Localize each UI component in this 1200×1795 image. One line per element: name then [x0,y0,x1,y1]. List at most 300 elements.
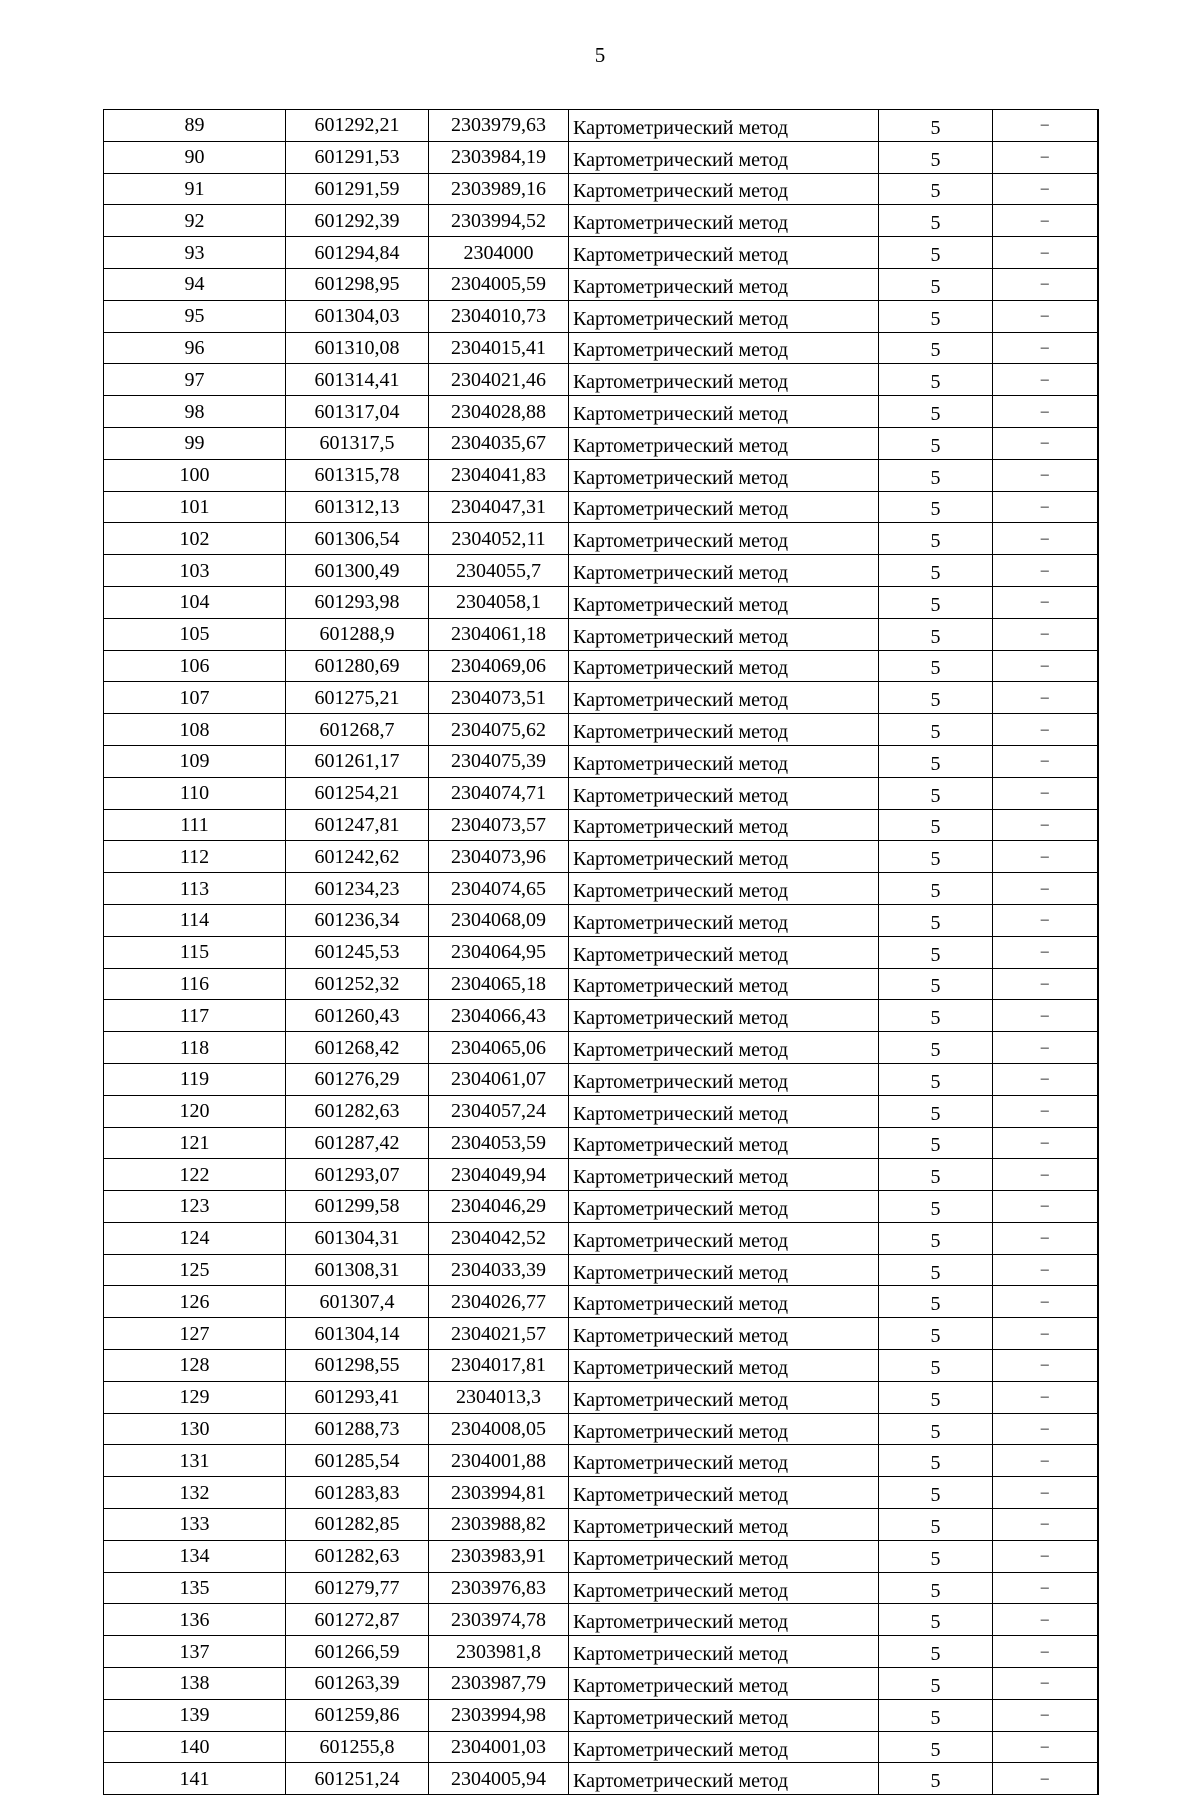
dash-cell: – [993,1095,1098,1127]
accuracy-cell: 5 [879,141,993,173]
method-cell: Картометрический метод [569,1509,879,1541]
point-number-cell: 102 [104,523,286,555]
method-cell: Картометрический метод [569,1191,879,1223]
method-cell: Картометрический метод [569,1286,879,1318]
x-coordinate-cell: 601276,29 [286,1063,429,1095]
accuracy-cell: 5 [879,1000,993,1032]
x-coordinate-cell: 601279,77 [286,1572,429,1604]
y-coordinate-cell: 2304033,39 [429,1254,569,1286]
dash-cell: – [993,1604,1098,1636]
point-number-cell: 139 [104,1699,286,1731]
method-cell: Картометрический метод [569,968,879,1000]
x-coordinate-cell: 601307,4 [286,1286,429,1318]
dash-cell: – [993,1318,1098,1350]
y-coordinate-cell: 2304065,18 [429,968,569,1000]
table-row [104,1763,1098,1795]
x-coordinate-cell: 601283,83 [286,1477,429,1509]
x-coordinate-cell: 601294,84 [286,237,429,269]
accuracy-cell: 5 [879,1636,993,1668]
accuracy-cell: 5 [879,618,993,650]
method-cell: Картометрический метод [569,396,879,428]
x-coordinate-cell: 601293,07 [286,1159,429,1191]
dash-cell: – [993,809,1098,841]
x-coordinate-cell: 601247,81 [286,809,429,841]
table-row [104,1191,1098,1223]
accuracy-cell: 5 [879,1509,993,1541]
accuracy-cell: 5 [879,650,993,682]
dash-cell: – [993,523,1098,555]
dash-cell: – [993,841,1098,873]
method-cell: Картометрический метод [569,904,879,936]
accuracy-cell: 5 [879,555,993,587]
method-cell: Картометрический метод [569,1572,879,1604]
accuracy-cell: 5 [879,332,993,364]
y-coordinate-cell: 2304005,59 [429,268,569,300]
x-coordinate-cell: 601254,21 [286,777,429,809]
y-coordinate-cell: 2303981,8 [429,1636,569,1668]
point-number-cell: 137 [104,1636,286,1668]
table-row [104,205,1098,237]
point-number-cell: 98 [104,396,286,428]
y-coordinate-cell: 2304035,67 [429,427,569,459]
y-coordinate-cell: 2304074,65 [429,873,569,905]
dash-cell: – [993,1636,1098,1668]
y-coordinate-cell: 2304074,71 [429,777,569,809]
accuracy-cell: 5 [879,968,993,1000]
method-cell: Картометрический метод [569,237,879,269]
method-cell: Картометрический метод [569,1381,879,1413]
method-cell: Картометрический метод [569,936,879,968]
accuracy-cell: 5 [879,1095,993,1127]
accuracy-cell: 5 [879,173,993,205]
dash-cell: – [993,268,1098,300]
x-coordinate-cell: 601251,24 [286,1763,429,1795]
method-cell: Картометрический метод [569,523,879,555]
table-row [104,268,1098,300]
table-row [104,586,1098,618]
x-coordinate-cell: 601298,55 [286,1350,429,1382]
accuracy-cell: 5 [879,1540,993,1572]
table-row [104,1572,1098,1604]
method-cell: Картометрический метод [569,682,879,714]
point-number-cell: 133 [104,1509,286,1541]
point-number-cell: 132 [104,1477,286,1509]
table-row [104,1318,1098,1350]
table-row [104,491,1098,523]
y-coordinate-cell: 2303989,16 [429,173,569,205]
point-number-cell: 130 [104,1413,286,1445]
table-row [104,1604,1098,1636]
method-cell: Картометрический метод [569,300,879,332]
method-cell: Картометрический метод [569,745,879,777]
dash-cell: – [993,173,1098,205]
y-coordinate-cell: 2304000 [429,237,569,269]
y-coordinate-cell: 2304058,1 [429,586,569,618]
table-row [104,618,1098,650]
method-cell: Картометрический метод [569,1477,879,1509]
y-coordinate-cell: 2303979,63 [429,110,569,142]
x-coordinate-cell: 601282,63 [286,1095,429,1127]
method-cell: Картометрический метод [569,1350,879,1382]
method-cell: Картометрический метод [569,555,879,587]
method-cell: Картометрический метод [569,332,879,364]
accuracy-cell: 5 [879,364,993,396]
point-number-cell: 110 [104,777,286,809]
x-coordinate-cell: 601308,31 [286,1254,429,1286]
method-cell: Картометрический метод [569,1763,879,1795]
accuracy-cell: 5 [879,1668,993,1700]
point-number-cell: 100 [104,459,286,491]
dash-cell: – [993,1668,1098,1700]
table-row [104,745,1098,777]
table-row [104,1000,1098,1032]
y-coordinate-cell: 2304075,39 [429,745,569,777]
table-row [104,777,1098,809]
table-row [104,650,1098,682]
method-cell: Картометрический метод [569,618,879,650]
accuracy-cell: 5 [879,1254,993,1286]
point-number-cell: 92 [104,205,286,237]
table-row [104,841,1098,873]
dash-cell: – [993,968,1098,1000]
accuracy-cell: 5 [879,110,993,142]
accuracy-cell: 5 [879,936,993,968]
x-coordinate-cell: 601266,59 [286,1636,429,1668]
y-coordinate-cell: 2304021,57 [429,1318,569,1350]
x-coordinate-cell: 601280,69 [286,650,429,682]
method-cell: Картометрический метод [569,1032,879,1064]
method-cell: Картометрический метод [569,205,879,237]
method-cell: Картометрический метод [569,1254,879,1286]
table-row [104,396,1098,428]
dash-cell: – [993,1159,1098,1191]
table-row [104,173,1098,205]
point-number-cell: 138 [104,1668,286,1700]
y-coordinate-cell: 2304052,11 [429,523,569,555]
table-row [104,1668,1098,1700]
table-row [104,904,1098,936]
x-coordinate-cell: 601245,53 [286,936,429,968]
y-coordinate-cell: 2304065,06 [429,1032,569,1064]
point-number-cell: 136 [104,1604,286,1636]
table-row [104,1222,1098,1254]
dash-cell: – [993,777,1098,809]
y-coordinate-cell: 2304015,41 [429,332,569,364]
coordinates-table [103,109,1099,1795]
table-row [104,682,1098,714]
dash-cell: – [993,205,1098,237]
accuracy-cell: 5 [879,1222,993,1254]
y-coordinate-cell: 2304073,51 [429,682,569,714]
dash-cell: – [993,1540,1098,1572]
method-cell: Картометрический метод [569,586,879,618]
table-row [104,968,1098,1000]
dash-cell: – [993,936,1098,968]
x-coordinate-cell: 601263,39 [286,1668,429,1700]
dash-cell: – [993,141,1098,173]
y-coordinate-cell: 2303983,91 [429,1540,569,1572]
accuracy-cell: 5 [879,1477,993,1509]
dash-cell: – [993,1127,1098,1159]
point-number-cell: 119 [104,1063,286,1095]
y-coordinate-cell: 2304005,94 [429,1763,569,1795]
table-row [104,1636,1098,1668]
dash-cell: – [993,650,1098,682]
table-row [104,936,1098,968]
x-coordinate-cell: 601236,34 [286,904,429,936]
y-coordinate-cell: 2303994,98 [429,1699,569,1731]
y-coordinate-cell: 2304049,94 [429,1159,569,1191]
dash-cell: – [993,1222,1098,1254]
table-row [104,1063,1098,1095]
x-coordinate-cell: 601314,41 [286,364,429,396]
x-coordinate-cell: 601275,21 [286,682,429,714]
y-coordinate-cell: 2304042,52 [429,1222,569,1254]
accuracy-cell: 5 [879,1318,993,1350]
y-coordinate-cell: 2304073,96 [429,841,569,873]
x-coordinate-cell: 601272,87 [286,1604,429,1636]
x-coordinate-cell: 601315,78 [286,459,429,491]
y-coordinate-cell: 2304046,29 [429,1191,569,1223]
y-coordinate-cell: 2304053,59 [429,1127,569,1159]
accuracy-cell: 5 [879,841,993,873]
table-row [104,1540,1098,1572]
method-cell: Картометрический метод [569,110,879,142]
dash-cell: – [993,904,1098,936]
method-cell: Картометрический метод [569,809,879,841]
y-coordinate-cell: 2304069,06 [429,650,569,682]
dash-cell: – [993,586,1098,618]
dash-cell: – [993,745,1098,777]
accuracy-cell: 5 [879,1604,993,1636]
y-coordinate-cell: 2304017,81 [429,1350,569,1382]
table-row [104,1350,1098,1382]
method-cell: Картометрический метод [569,1731,879,1763]
x-coordinate-cell: 601304,03 [286,300,429,332]
x-coordinate-cell: 601299,58 [286,1191,429,1223]
table-row [104,427,1098,459]
y-coordinate-cell: 2303984,19 [429,141,569,173]
x-coordinate-cell: 601310,08 [286,332,429,364]
accuracy-cell: 5 [879,1286,993,1318]
point-number-cell: 115 [104,936,286,968]
dash-cell: – [993,1413,1098,1445]
y-coordinate-cell: 2304001,03 [429,1731,569,1763]
y-coordinate-cell: 2303994,52 [429,205,569,237]
table-row [104,141,1098,173]
accuracy-cell: 5 [879,873,993,905]
point-number-cell: 125 [104,1254,286,1286]
point-number-cell: 109 [104,745,286,777]
method-cell: Картометрический метод [569,777,879,809]
x-coordinate-cell: 601292,39 [286,205,429,237]
x-coordinate-cell: 601317,5 [286,427,429,459]
point-number-cell: 123 [104,1191,286,1223]
point-number-cell: 127 [104,1318,286,1350]
coordinates-table-body [104,110,1098,1795]
method-cell: Картометрический метод [569,1000,879,1032]
accuracy-cell: 5 [879,904,993,936]
y-coordinate-cell: 2304028,88 [429,396,569,428]
y-coordinate-cell: 2304061,07 [429,1063,569,1095]
point-number-cell: 134 [104,1540,286,1572]
accuracy-cell: 5 [879,745,993,777]
point-number-cell: 117 [104,1000,286,1032]
accuracy-cell: 5 [879,459,993,491]
dash-cell: – [993,1381,1098,1413]
point-number-cell: 112 [104,841,286,873]
x-coordinate-cell: 601304,14 [286,1318,429,1350]
point-number-cell: 126 [104,1286,286,1318]
point-number-cell: 105 [104,618,286,650]
y-coordinate-cell: 2304057,24 [429,1095,569,1127]
x-coordinate-cell: 601259,86 [286,1699,429,1731]
method-cell: Картометрический метод [569,1063,879,1095]
table-row [104,1731,1098,1763]
x-coordinate-cell: 601268,42 [286,1032,429,1064]
dash-cell: – [993,1763,1098,1795]
accuracy-cell: 5 [879,1191,993,1223]
table-row [104,1254,1098,1286]
method-cell: Картометрический метод [569,491,879,523]
table-row [104,237,1098,269]
table-row [104,714,1098,746]
accuracy-cell: 5 [879,205,993,237]
method-cell: Картометрический метод [569,1413,879,1445]
dash-cell: – [993,1731,1098,1763]
dash-cell: – [993,459,1098,491]
method-cell: Картометрический метод [569,459,879,491]
point-number-cell: 103 [104,555,286,587]
x-coordinate-cell: 601282,63 [286,1540,429,1572]
accuracy-cell: 5 [879,268,993,300]
method-cell: Картометрический метод [569,873,879,905]
point-number-cell: 141 [104,1763,286,1795]
accuracy-cell: 5 [879,1381,993,1413]
dash-cell: – [993,873,1098,905]
dash-cell: – [993,491,1098,523]
y-coordinate-cell: 2304001,88 [429,1445,569,1477]
table-row [104,332,1098,364]
x-coordinate-cell: 601261,17 [286,745,429,777]
point-number-cell: 113 [104,873,286,905]
dash-cell: – [993,237,1098,269]
dash-cell: – [993,714,1098,746]
dash-cell: – [993,1572,1098,1604]
point-number-cell: 97 [104,364,286,396]
point-number-cell: 95 [104,300,286,332]
point-number-cell: 128 [104,1350,286,1382]
point-number-cell: 118 [104,1032,286,1064]
y-coordinate-cell: 2304055,7 [429,555,569,587]
table-row [104,300,1098,332]
dash-cell: – [993,1445,1098,1477]
method-cell: Картометрический метод [569,364,879,396]
point-number-cell: 99 [104,427,286,459]
dash-cell: – [993,1699,1098,1731]
accuracy-cell: 5 [879,1445,993,1477]
point-number-cell: 90 [104,141,286,173]
accuracy-cell: 5 [879,491,993,523]
accuracy-cell: 5 [879,586,993,618]
y-coordinate-cell: 2304073,57 [429,809,569,841]
dash-cell: – [993,1509,1098,1541]
x-coordinate-cell: 601285,54 [286,1445,429,1477]
table-row [104,555,1098,587]
x-coordinate-cell: 601288,9 [286,618,429,650]
x-coordinate-cell: 601282,85 [286,1509,429,1541]
x-coordinate-cell: 601252,32 [286,968,429,1000]
x-coordinate-cell: 601291,59 [286,173,429,205]
point-number-cell: 96 [104,332,286,364]
y-coordinate-cell: 2304061,18 [429,618,569,650]
y-coordinate-cell: 2304008,05 [429,1413,569,1445]
accuracy-cell: 5 [879,682,993,714]
accuracy-cell: 5 [879,1063,993,1095]
accuracy-cell: 5 [879,396,993,428]
table-row [104,1032,1098,1064]
table-row [104,1286,1098,1318]
x-coordinate-cell: 601293,41 [286,1381,429,1413]
dash-cell: – [993,396,1098,428]
table-row [104,1159,1098,1191]
method-cell: Картометрический метод [569,1636,879,1668]
y-coordinate-cell: 2303987,79 [429,1668,569,1700]
dash-cell: – [993,1477,1098,1509]
x-coordinate-cell: 601291,53 [286,141,429,173]
table-row [104,110,1098,142]
x-coordinate-cell: 601317,04 [286,396,429,428]
dash-cell: – [993,555,1098,587]
dash-cell: – [993,618,1098,650]
point-number-cell: 107 [104,682,286,714]
y-coordinate-cell: 2304064,95 [429,936,569,968]
method-cell: Картометрический метод [569,1445,879,1477]
point-number-cell: 106 [104,650,286,682]
y-coordinate-cell: 2303988,82 [429,1509,569,1541]
accuracy-cell: 5 [879,1127,993,1159]
x-coordinate-cell: 601255,8 [286,1731,429,1763]
accuracy-cell: 5 [879,523,993,555]
accuracy-cell: 5 [879,300,993,332]
method-cell: Картометрический метод [569,173,879,205]
point-number-cell: 111 [104,809,286,841]
x-coordinate-cell: 601292,21 [286,110,429,142]
method-cell: Картометрический метод [569,1540,879,1572]
accuracy-cell: 5 [879,1763,993,1795]
y-coordinate-cell: 2304021,46 [429,364,569,396]
method-cell: Картометрический метод [569,1095,879,1127]
point-number-cell: 120 [104,1095,286,1127]
method-cell: Картометрический метод [569,650,879,682]
dash-cell: – [993,1063,1098,1095]
table-row [104,459,1098,491]
point-number-cell: 116 [104,968,286,1000]
x-coordinate-cell: 601234,23 [286,873,429,905]
y-coordinate-cell: 2303976,83 [429,1572,569,1604]
dash-cell: – [993,1254,1098,1286]
dash-cell: – [993,332,1098,364]
y-coordinate-cell: 2304041,83 [429,459,569,491]
point-number-cell: 121 [104,1127,286,1159]
y-coordinate-cell: 2303994,81 [429,1477,569,1509]
page-number: 5 [594,43,606,67]
method-cell: Картометрический метод [569,1127,879,1159]
x-coordinate-cell: 601298,95 [286,268,429,300]
dash-cell: – [993,1191,1098,1223]
method-cell: Картометрический метод [569,1159,879,1191]
y-coordinate-cell: 2304026,77 [429,1286,569,1318]
